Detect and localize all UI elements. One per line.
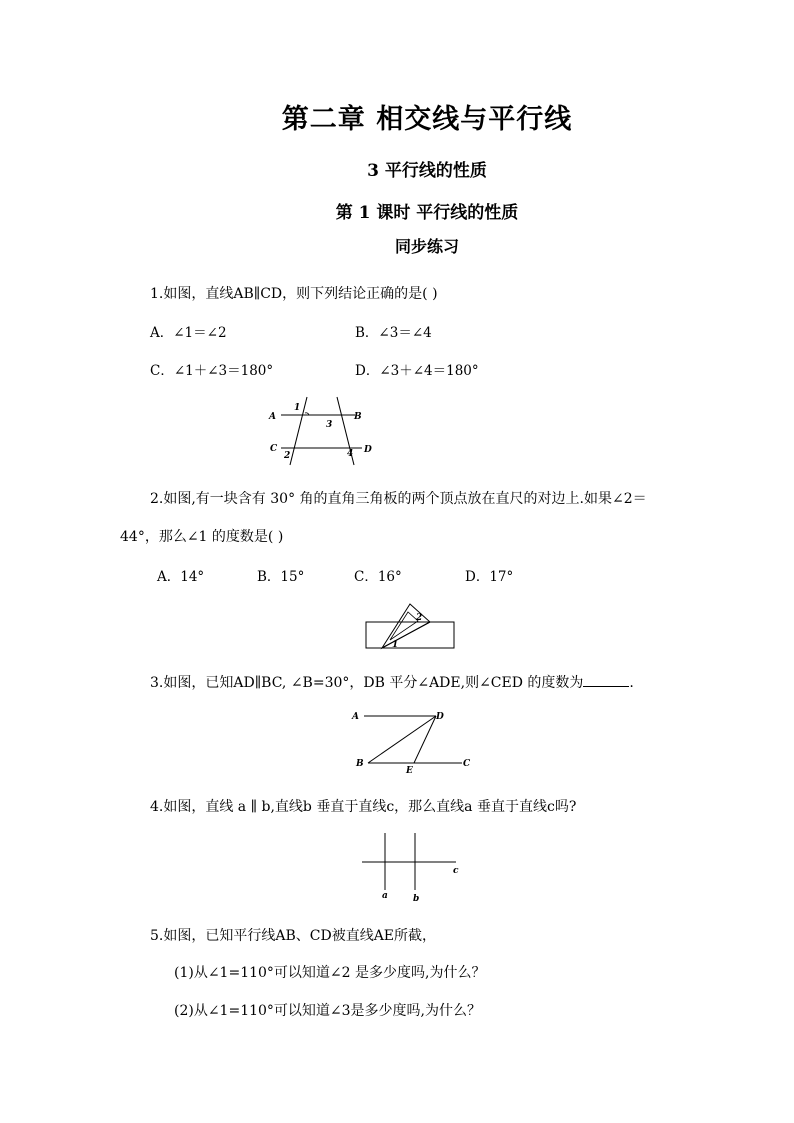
angle-3: 3: [326, 420, 333, 430]
q1-figure: [265, 395, 380, 465]
angle-4: 4: [347, 449, 354, 459]
q1-option-d: D．∠3＋∠4＝180°: [355, 363, 479, 379]
lesson-title: 第 1 课时 平行线的性质: [335, 203, 519, 223]
q1-option-c: C．∠1＋∠3＝180°: [150, 363, 274, 379]
section-title: 3 平行线的性质: [367, 161, 487, 181]
q1-stem: 1.如图，直线AB∥CD，则下列结论正确的是( ): [150, 286, 438, 302]
q2-stem-line1: 2.如图,有一块含有 30° 角的直角三角板的两个顶点放在直尺的对边上.如果∠2＝: [150, 491, 647, 507]
label-a: A: [269, 412, 276, 422]
q3-stem-end: .: [629, 675, 634, 691]
q2-option-a: A．14°: [157, 569, 205, 585]
q2-figure: [362, 600, 458, 652]
label-b: b: [413, 894, 420, 904]
label-b: B: [354, 412, 362, 422]
label-c: C: [463, 759, 471, 769]
q3-answer-blank: [583, 672, 629, 687]
q1-option-a: A．∠1＝∠2: [150, 325, 227, 341]
q4-stem: 4.如图，直线 a ∥ b,直线b 垂直于直线c，那么直线a 垂直于直线c吗?: [150, 799, 577, 815]
q3-stem: [150, 672, 634, 692]
q2-option-d: D．17°: [465, 569, 514, 585]
q3-figure: [350, 707, 475, 779]
segment-db: [368, 716, 436, 763]
label-d: D: [364, 445, 372, 455]
q5-sub1: (1)从∠1=110°可以知道∠2 是多少度吗,为什么？: [174, 965, 486, 981]
label-e: E: [406, 766, 413, 776]
angle-1: 1: [294, 403, 301, 413]
q2-stem-line2: 44°，那么∠1 的度数是( ): [120, 529, 284, 545]
angle-2: 2: [416, 613, 423, 623]
q2-option-c: C．16°: [354, 569, 402, 585]
label-d: D: [436, 712, 444, 722]
chapter-title: 第二章 相交线与平行线: [281, 104, 573, 135]
label-c: C: [270, 444, 278, 454]
angle-2: 2: [284, 451, 291, 461]
q4-figure: [358, 828, 468, 906]
label-b: B: [356, 759, 364, 769]
practice-title: 同步练习: [394, 237, 459, 256]
ruler: [366, 622, 454, 648]
angle-1: 1: [392, 640, 399, 650]
label-a: a: [382, 891, 388, 901]
q5-stem: 5.如图，已知平行线AB、CD被直线AE所截，: [150, 928, 437, 944]
q3-stem-text: 3.如图，已知AD∥BC, ∠B=30°，DB 平分∠ADE,则∠CED 的度数为: [150, 675, 584, 691]
q5-sub2: (2)从∠1=110°可以知道∠3是多少度吗,为什么？: [174, 1003, 482, 1019]
q2-option-b: B．15°: [257, 569, 305, 585]
label-a: A: [352, 712, 359, 722]
label-c: c: [453, 866, 459, 876]
q1-option-b: B．∠3＝∠4: [355, 325, 432, 341]
